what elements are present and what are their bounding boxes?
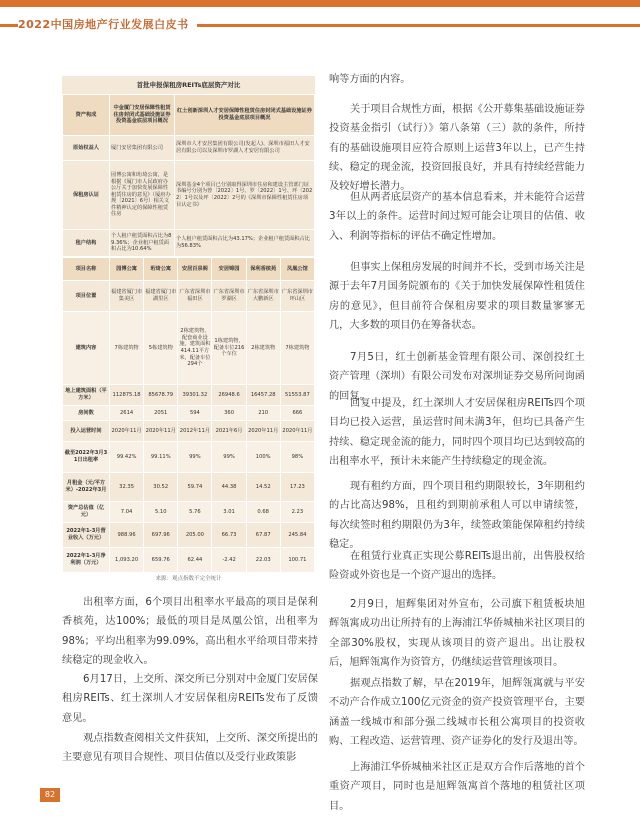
row-label: 2022年1-3月营业收入（万元） [63,523,110,548]
table-row [63,161,315,230]
table-cell: 2栋建筑物 [246,312,280,385]
paragraph: 6月17日，上交所、深交所已分别对中金厦门安居保租房REITs、红土深圳人才安居保租房REITs发布了反馈意见。 [62,674,318,724]
table-cell: 14.52 [246,473,280,502]
table-cell: 2012年11月 [178,421,212,442]
overview-header-cell: 中金厦门安居保障性租赁住房封闭式基础设施证券投资基金底层项目概况 [110,95,175,136]
table-cell: 245.84 [280,523,314,548]
table-cell: 99% [178,442,212,473]
project-header-cell: 安居锦园 [212,258,246,281]
table-cell: 广东省深圳市福田区 [178,281,212,312]
table-cell: 360 [212,406,246,421]
project-header-cell: 凤凰公馆 [280,258,314,281]
table-row [63,312,315,385]
table-cell: 44.38 [212,473,246,502]
project-header-cell: 园博公寓 [110,258,144,281]
page-number: 82 [40,788,60,802]
table-row [63,421,315,442]
paragraph: 7月5日，红土创新基金管理有限公司、深创投红土资产管理（深圳）有限公司发布对深圳证券交易所问询函的回复。 [329,352,585,402]
project-header-cell: 保利香槟苑 [246,258,280,281]
table-row [63,281,315,312]
paragraph: 2月9日，旭辉集团对外宣布，公司旗下租赁板块旭辉瓴寓成功出让所持有的上海浦江华侨城柚米社区项目的全部30%股权，实现从该项目的资产退出。出让股权后，旭辉瓴寓作为资管方，仍继续运营管理该项目。 [329,599,585,668]
paragraph: 现有租约方面，四个项目租约期限较长，3年期租约的占比高达98%，且租约到期前承租人可以申请续签，每次续签时租约期限仍为3年，续签政策能保障租约持续稳定。 [329,481,585,550]
paragraph: 据观点指数了解，早在2019年，旭辉瓴寓就与平安不动产合作成立100亿元资金的资产投资管理平台，主要涵盖一线城市和部分强二线城市长租公寓项目的投资收购、工程改造、运营管理、资产证券化的发行及退出等。 [329,678,585,747]
table-cell: 594 [178,406,212,421]
table-cell: 福建省厦门市集美区 [110,281,144,312]
table-row [63,473,315,502]
table-cell: 2020年11月 [280,421,314,442]
table-cell: 福建省厦门市湖里区 [144,281,178,312]
table-cell: 22.03 [246,548,280,573]
table-cell: 深圳市人才安居集团有限公司(发起人)、深圳市福田人才安居有限公司以及深圳市罗湖人才安居有限公司 [175,136,315,161]
table-row [63,502,315,523]
table-cell: 园博公寓和珩琦公寓，是根据《厦门市人民政府办公厅关于加快发展保障性租赁住房的意见》（厦府办规〔2021〕6号）相关文件精神认定的保障性租赁住房 [110,161,175,230]
row-label: 租户结构 [63,230,110,257]
table-row [63,385,315,406]
table-cell: 5栋建筑物 [144,312,178,385]
table-source: 来源：观点指数不完全统计 [155,576,222,582]
table-cell: 2051 [144,406,178,421]
table-cell: 62.44 [178,548,212,573]
table-cell: 666 [280,406,314,421]
row-label: 房间数 [63,406,110,421]
table-cell: 广东省深圳市坪山区 [280,281,314,312]
row-label: 截至2022年3月31日出租率 [63,442,110,473]
overview-table [62,94,315,257]
header-stripe-left [0,24,18,27]
table-row [63,406,315,421]
row-label: 地上建筑面积（平方米） [63,385,110,406]
table-cell: 7栋建筑物 [280,312,314,385]
table-cell: 2.23 [280,502,314,523]
paragraph: 在租赁行业真正实现公募REITs退出前，出售股权给险资或外资也是一个资产退出的选择。 [329,551,585,582]
paragraph: 观点指数查阅相关文件获知，上交所、深交所提出的主要意见有项目合规性、项目估值以及受行业政策影 [62,733,318,764]
row-label: 投入运营时间 [63,421,110,442]
table-row [63,230,315,257]
overview-header-cell: 资产构成 [63,95,110,136]
asset-comparison-table [62,76,315,572]
table-cell: 1,093.20 [110,548,144,573]
table-cell: 32.35 [110,473,144,502]
table-cell: 66.73 [212,523,246,548]
table-cell: 99.42% [110,442,144,473]
table-cell: 205.00 [178,523,212,548]
table-cell: 2栋建筑物，配套商业设施，建筑面积414.11平方米，配备车位294个 [178,312,212,385]
table-cell: 7栋建筑物 [110,312,144,385]
table-cell: 3.01 [212,502,246,523]
table-cell: 广东省深圳市大鹏新区 [246,281,280,312]
overview-header-row [63,95,315,136]
table-cell: 99.11% [144,442,178,473]
project-header-row [63,258,315,281]
table-cell: 个人租户租赁面积占比为43.17%；企业租户租赁面积占比为56.83% [175,230,315,257]
table-cell: 5.10 [144,502,178,523]
table-cell: 2020年11月 [110,421,144,442]
table-cell: 26948.6 [212,385,246,406]
header-stripe-right [190,24,640,27]
page-header [0,0,640,44]
project-header-cell: 珩琦公寓 [144,258,178,281]
header-title: 2022中国房地产行业发展白皮书 [18,16,197,32]
table-cell: 100% [246,442,280,473]
paragraph: 回复中提及，红土深圳人才安居保租房REITs四个项目均已投入运营，虽运营时间未满3年，但均已具备产生持续、稳定现金流的能力，同时四个项目均已达到较高的出租率水平，预计未来能产生持续稳定的现金流。 [329,398,585,467]
table-cell: 16457.28 [246,385,280,406]
overview-header-cell: 红土创新深圳人才安居保障性租赁住房封闭式基础设施证券投资基金底层项目概况 [175,95,315,136]
table-cell: 深圳基金4个项目已分别取得深圳市住房和建设主管部门证书编号分别为曾〔2022〕1号、罗〔2022〕1号、坪〔2022〕1号以及坪〔2022〕2号的《深圳市保障性租赁住房项目认定书》 [175,161,315,230]
row-label: 保租房认证 [63,161,110,230]
table-cell: 59.74 [178,473,212,502]
row-label: 项目位置 [63,281,110,312]
table-cell: 100.71 [280,548,314,573]
table-cell: 99% [212,442,246,473]
paragraph: 但事实上保租房发展的时间并不长，受到市场关注是源于去年7月国务院颁布的《关于加快发展保障性租赁住房的意见》，但目前符合保租房要求的项目数量寥寥无几，大多数的项目仍在筹备状态。 [329,262,585,331]
paragraph: 上海浦江华侨城柚米社区正是双方合作后落地的首个重资产项目，同时也是旭辉瓴寓首个落地的租赁社区项目。 [329,762,585,812]
table-cell: 30.52 [144,473,178,502]
table-cell: 0.68 [246,502,280,523]
paragraph: 但从两者底层资产的基本信息看来，并未能符合运营3年以上的条件。运营时间过短可能会让项目的估值、收入、利润等指标的评估不确定性增加。 [329,192,585,242]
table-cell: 51553.87 [280,385,314,406]
table-cell: 个人租户租赁面积占比为89.36%；企业租户租赁面积占比为10.64% [110,230,175,257]
row-label: 建筑内容 [63,312,110,385]
table-cell: 85678.79 [144,385,178,406]
paragraph: 出租率方面，6个项目出租率水平最高的项目是保利香槟苑，达100%；最低的项目是凤凰公馆，出租率为98%；平均出租率为99.09%，高出租水平给项目带来持续稳定的现金收入。 [62,597,318,666]
row-label: 月租金（元/平方米）-2022年3月 [63,473,110,502]
paragraph: 响等方面的内容。 [329,74,411,85]
table-cell: 2020年11月 [144,421,178,442]
project-table [62,257,315,573]
table-cell: 2614 [110,406,144,421]
table-cell: 1栋建筑物，配备车位216个车位 [212,312,246,385]
project-header-cell: 项目名称 [63,258,110,281]
header-top-bar [0,0,640,7]
table-cell: 厦门安居集团有限公司 [110,136,175,161]
table-cell: 112875.18 [110,385,144,406]
table-cell: 5.76 [178,502,212,523]
table-cell: 98% [280,442,314,473]
table-row [63,136,315,161]
row-label: 2022年1-3月净利润（万元） [63,548,110,573]
table-cell: 988.96 [110,523,144,548]
table-cell: 17.23 [280,473,314,502]
table-cell: 7.04 [110,502,144,523]
table-cell: 广东省深圳市罗湖区 [212,281,246,312]
table-cell: 67.87 [246,523,280,548]
row-label: 资产总估值（亿元） [63,502,110,523]
table-cell: -2.42 [212,548,246,573]
project-header-cell: 安居百泉阁 [178,258,212,281]
table-row [63,548,315,573]
table-cell: 659.76 [144,548,178,573]
table-cell: 2020年11月 [246,421,280,442]
row-label: 原始权益人 [63,136,110,161]
paragraph: 关于项目合规性方面，根据《公开募集基础设施证券投资基金指引（试行）》第八条第（三）款的条件，所持有的基础设施项目应符合原则上运营3年以上，已产生持续、稳定的现金流，投资回报良好，并具有持续经营能力及较好增长潜力。 [329,104,585,193]
table-row [63,523,315,548]
table-cell: 210 [246,406,280,421]
table-cell: 2021年6月 [212,421,246,442]
table-cell: 39301.32 [178,385,212,406]
table-row [63,442,315,473]
table-title: 首批申报保租房REITs底层资产对比 [136,81,241,89]
table-cell: 697.96 [144,523,178,548]
